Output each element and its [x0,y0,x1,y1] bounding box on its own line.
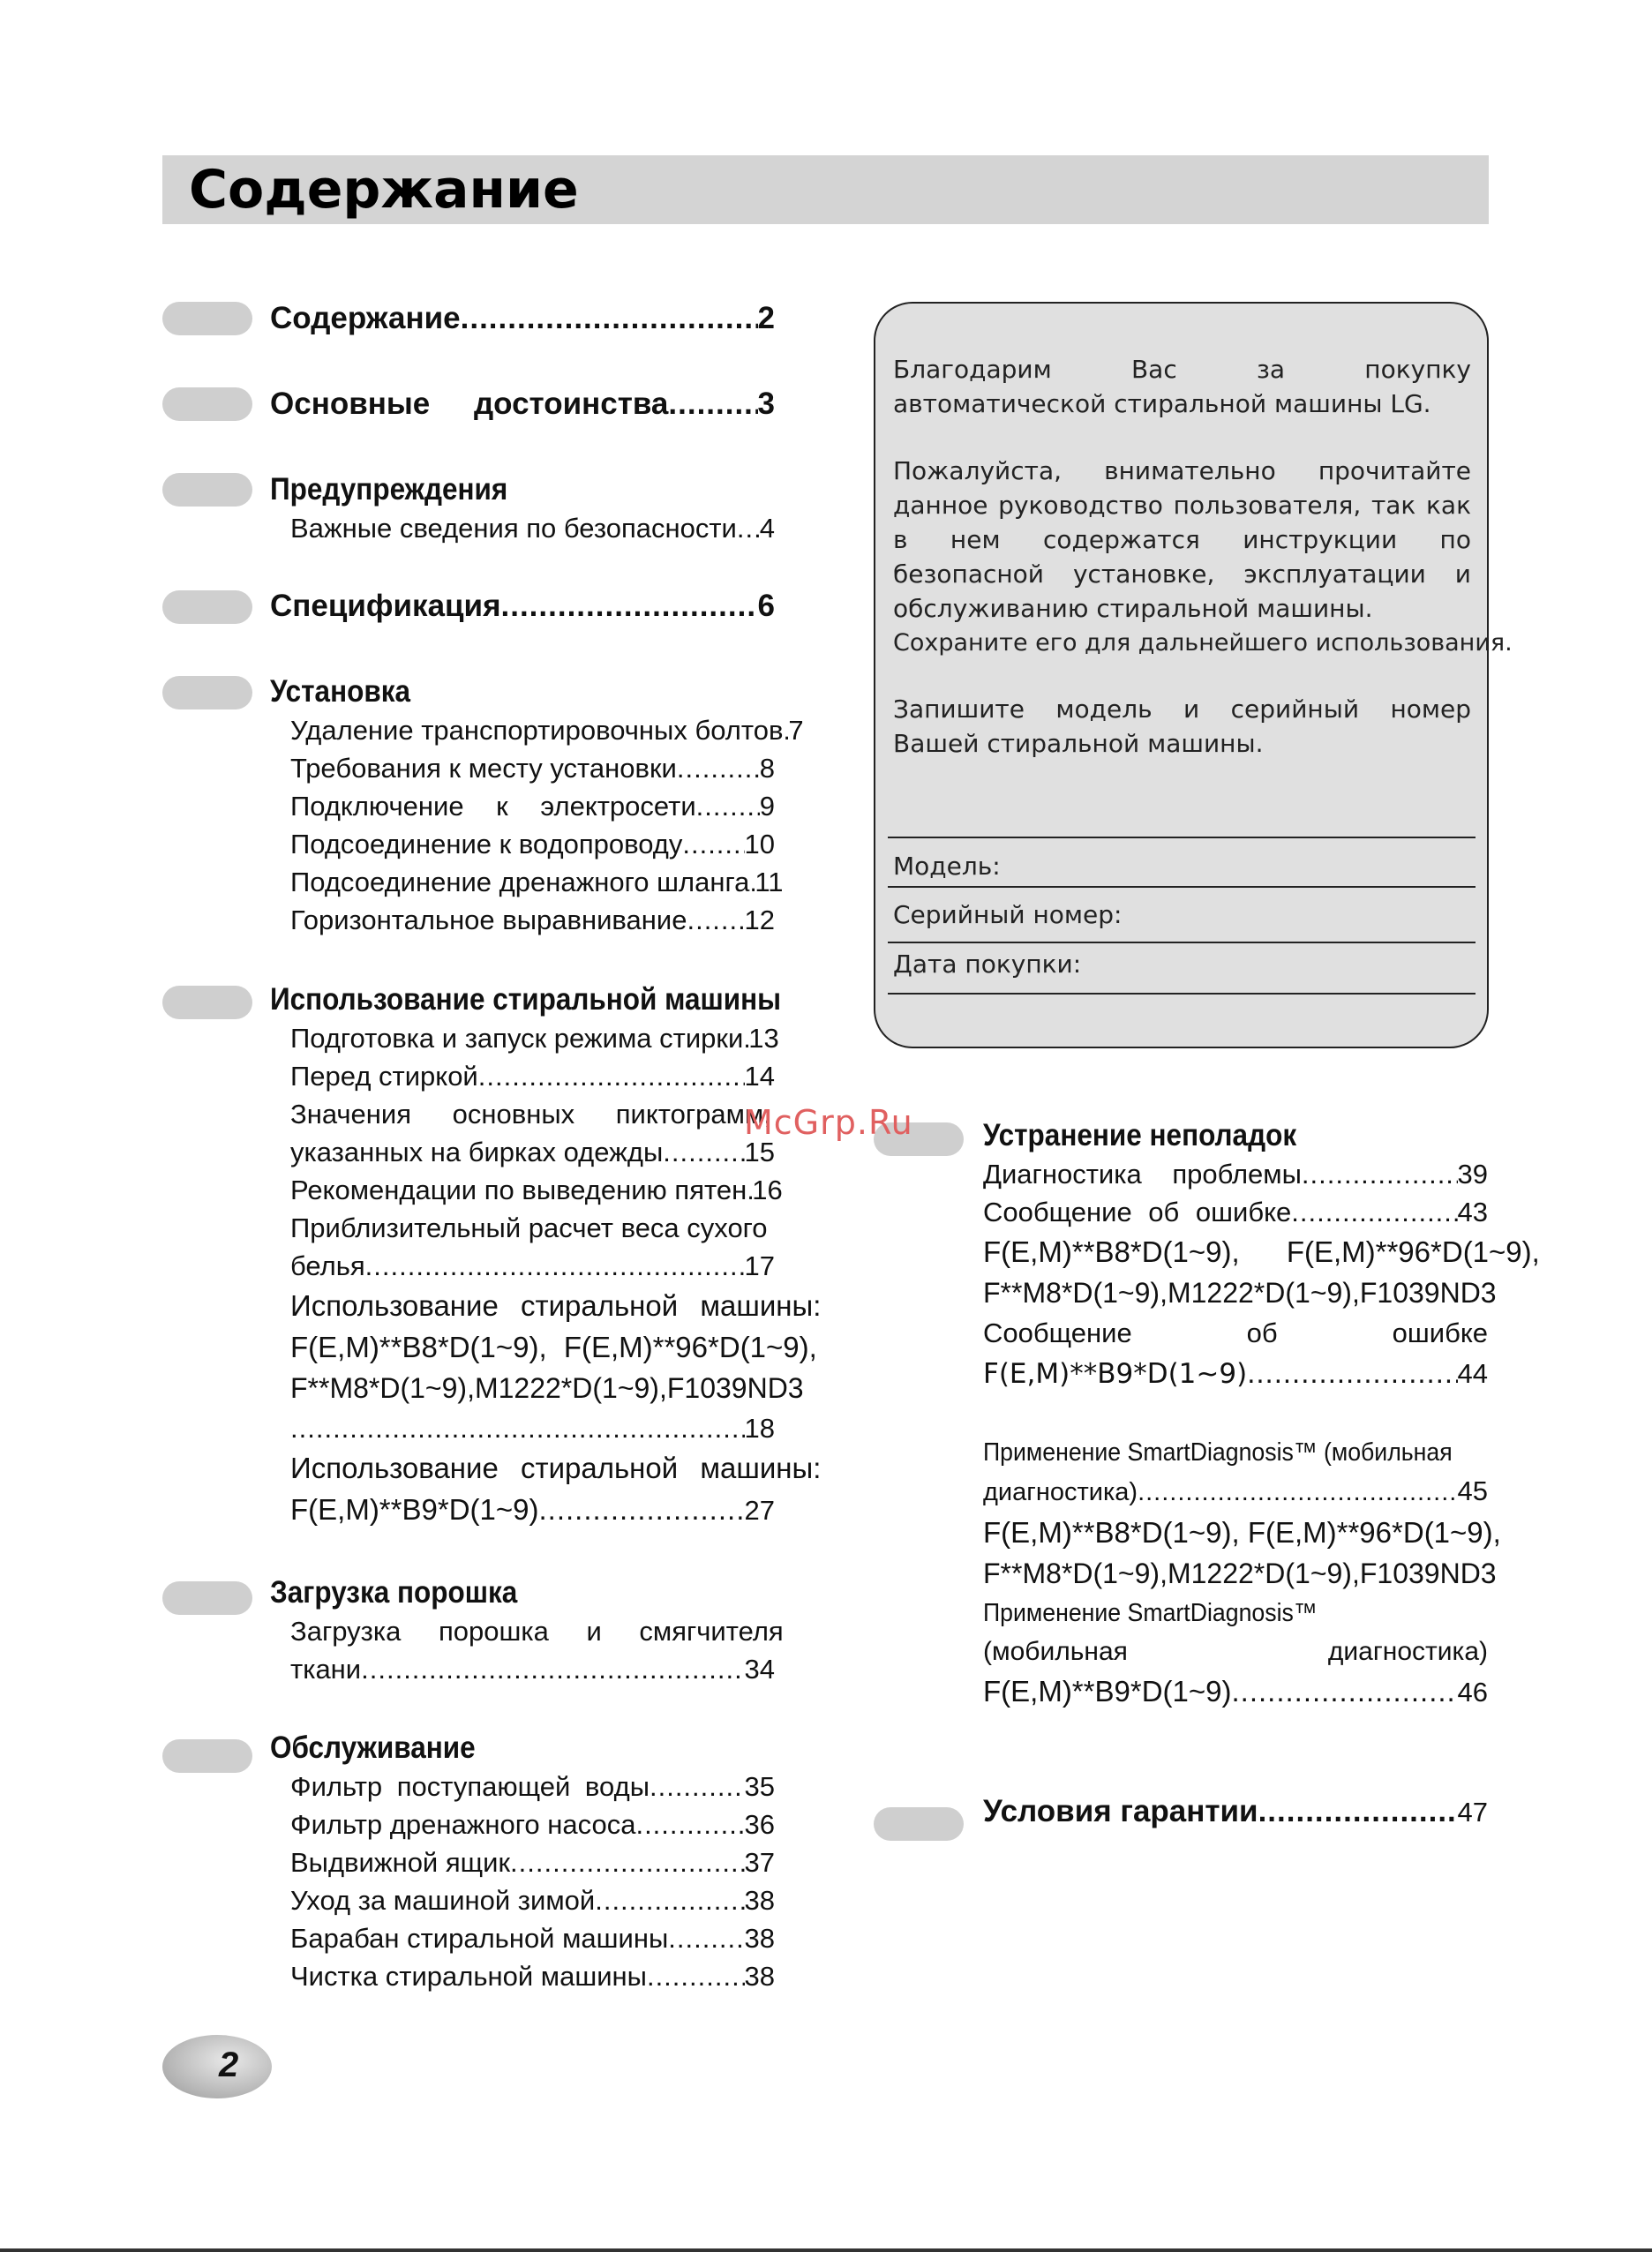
info-read-manual: Пожалуйста, внимательно прочитайте данное руководство пользователя, так как в нем содержатся инструкции по безопасной установке, эксплуатации и обслуживанию стиральной машины. [893,456,1471,623]
toc-entry-spec[interactable]: Спецификация ..... 6 [270,587,775,626]
toc-entry[interactable]: Подсоединение к водопроводу ..... 10 [290,825,775,863]
section-marker [162,986,252,1019]
section-title-install: Установка [270,674,411,709]
toc-entry[interactable]: Горизонтальное выравнивание ..... 12 [290,901,775,939]
section-marker [162,590,252,624]
toc-entry-line: Приблизительный расчет веса сухого [290,1212,768,1243]
watermark-text: McGrp.Ru [744,1103,913,1142]
toc-entry[interactable]: Сообщение об ошибке ..... 43 [983,1193,1488,1231]
section-marker [162,676,252,709]
toc-entry-line: Использование стиральной машины: [290,1289,822,1322]
section-title-usage: Использование стиральной машины [270,982,782,1017]
toc-entry[interactable]: Диагностика проблемы ..... 39 [983,1155,1488,1193]
section-title-detergent: Загрузка порошка [270,1575,518,1610]
toc-entry-line: F**M8*D(1~9),M1222*D(1~9),F1039ND3 [983,1277,1497,1309]
info-keep: Сохраните его для дальнейшего использования. [893,629,1513,657]
model-field-label: Модель: [893,852,1001,881]
toc-entry-line: Применение SmartDiagnosis™ (мобильная [983,1438,1453,1467]
toc-entry-line: F(E,M)**B8*D(1~9), F(E,M)**96*D(1~9), [983,1235,1540,1268]
toc-entry[interactable]: Удаление транспортировочных болтов ..... 7 [290,711,775,749]
toc-entry-line: Значения основных пиктограмм, [290,1099,771,1130]
toc-entry-line: Применение SmartDiagnosis™ [983,1599,1318,1627]
toc-entry[interactable]: Выдвижной ящик ..... 37 [290,1843,775,1881]
toc-entry[interactable]: F(E,M)**B9*D(1~9) ..... 44 [983,1352,1488,1395]
toc-left-column [270,299,822,1995]
toc-entry-line: Использование стиральной машины: [290,1452,822,1484]
toc-entry[interactable]: F(E,M)**B9*D(1~9) ..... 27 [290,1489,775,1531]
toc-entry[interactable]: Фильтр дренажного насоса ..... 36 [290,1805,775,1843]
toc-entry[interactable]: Подключение к электросети ..... 9 [290,787,775,825]
toc-entry[interactable]: Уход за машиной зимой ..... 38 [290,1881,775,1919]
toc-entry-line: F(E,M)**B8*D(1~9), F(E,M)**96*D(1~9), [290,1331,817,1363]
toc-entry[interactable]: Подсоединение дренажного шланга ..... 11 [290,863,775,901]
toc-entry[interactable]: белья ..... 17 [290,1247,775,1285]
toc-entry-line: F**M8*D(1~9),M1222*D(1~9),F1039ND3 [983,1558,1497,1589]
bottom-rule [0,2248,1652,2252]
info-thanks: Благодарим Вас за покупку автоматической стиральной машины LG. [893,355,1471,418]
toc-entry[interactable]: диагностика) ..... 45 [983,1472,1488,1512]
title-bar [162,155,1489,224]
toc-entry[interactable]: F(E,M)**B9*D(1~9) ..... 46 [983,1670,1488,1713]
page-title: Содержание [189,159,579,221]
toc-entry-line: Сообщение об ошибке [983,1317,1488,1348]
toc-entry[interactable]: Перед стиркой ..... 14 [290,1057,775,1095]
toc-entry[interactable]: Рекомендации по выведению пятен ..... 16 [290,1171,775,1209]
section-marker [162,1581,252,1615]
section-title-troubleshooting: Устранение неполадок [983,1118,1297,1152]
toc-entry-line: F(E,M)**B8*D(1~9), F(E,M)**96*D(1~9), [983,1516,1501,1549]
field-divider [888,993,1476,995]
toc-entry[interactable]: ткани ..... 34 [290,1650,775,1688]
serial-field-label: Серийный номер: [893,900,1123,929]
toc-entry[interactable]: Барабан стиральной машины ..... 38 [290,1919,775,1957]
section-marker [874,1807,964,1841]
info-box [874,302,1513,1048]
toc-entry[interactable]: Важные сведения по безопасности ..... 4 [290,509,775,547]
toc-entry-line: (мобильная диагностика) [983,1637,1488,1666]
toc-entry[interactable]: ..... 18 [290,1409,775,1447]
toc-entry-line: F**M8*D(1~9),M1222*D(1~9),F1039ND3 [290,1372,804,1404]
page-number-badge [162,2035,272,2098]
date-field-label: Дата покупки: [893,950,1082,979]
toc-entry[interactable]: Чистка стиральной машины ..... 38 [290,1957,775,1995]
field-divider [888,942,1476,943]
field-divider [888,837,1476,838]
toc-entry[interactable]: указанных на бирках одежды ..... 15 [290,1133,775,1171]
section-title-warnings: Предупреждения [270,472,508,507]
toc-entry-features[interactable]: Основные достоинства ..... 3 [270,385,775,424]
toc-entry-line: Загрузка порошка и смягчителя [290,1616,784,1647]
field-divider [888,886,1476,888]
page-number: 2 [219,2046,239,2084]
toc-entry-warranty[interactable]: Условия гарантии ..... 47 [983,1792,1488,1832]
toc-entry[interactable]: Подготовка и запуск режима стирки ..... 13 [290,1019,775,1057]
section-marker [162,302,252,335]
toc-entry[interactable]: Требования к месту установки ..... 8 [290,749,775,787]
section-title-maintenance: Обслуживание [270,1730,476,1765]
section-marker [162,387,252,421]
toc-entry-contents[interactable]: Содержание ..... 2 [270,299,775,338]
section-marker [162,1739,252,1773]
toc-entry[interactable]: Фильтр поступающей воды ..... 35 [290,1768,775,1805]
section-marker [162,473,252,507]
toc-right-column [983,1116,1540,1832]
info-record: Запишите модель и серийный номер Вашей стиральной машины. [893,694,1471,758]
